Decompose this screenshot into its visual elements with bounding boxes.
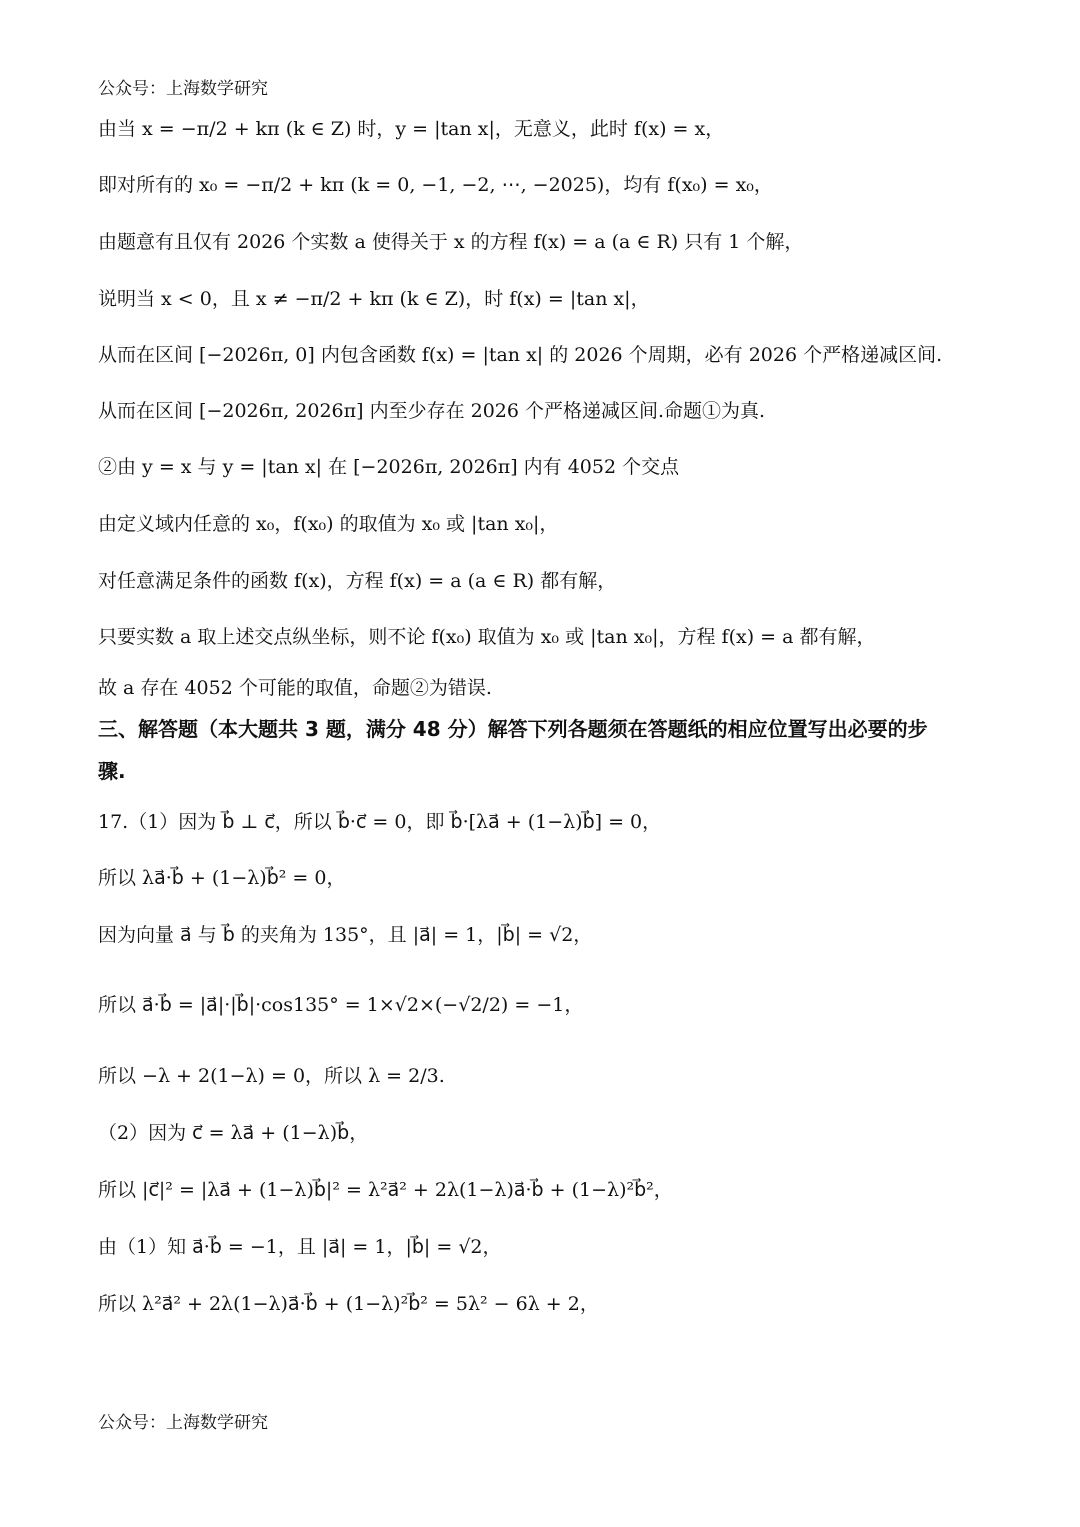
text-line-17: （2）因为 c⃗ = λa⃗ + (1−λ)b⃗， bbox=[98, 1122, 369, 1144]
text-line-3: 由题意有且仅有 2026 个实数 a 使得关于 x 的方程 f(x) = a (a ∈ R) 只有 1 个解， bbox=[98, 231, 804, 253]
text-line-4: 说明当 x < 0，且 x ≠ −π/2 + kπ (k ∈ Z)，时 f(x) = |tan x|， bbox=[98, 288, 650, 310]
text-line-1: 由当 x = −π/2 + kπ (k ∈ Z) 时，y = |tan x|，无意义，此时 f(x) = x， bbox=[98, 118, 725, 140]
section-heading-line-1: 三、解答题（本大题共 3 题，满分 48 分）解答下列各题须在答题纸的相应位置写出必要的步 bbox=[98, 717, 928, 741]
text-line-2: 即对所有的 x₀ = −π/2 + kπ (k = 0, −1, −2, ⋯, −2025)，均有 f(x₀) = x₀， bbox=[98, 174, 773, 196]
text-line-6: 从而在区间 [−2026π, 2026π] 内至少存在 2026 个严格递减区间.命题①为真. bbox=[98, 400, 766, 422]
text-line-20: 所以 λ²a⃗² + 2λ(1−λ)a⃗·b⃗ + (1−λ)²b⃗² = 5λ² − 6λ + 2， bbox=[98, 1293, 599, 1315]
section-heading bbox=[98, 708, 1010, 792]
text-line-13: 所以 λa⃗·b⃗ + (1−λ)b⃗² = 0， bbox=[98, 867, 346, 889]
text-line-7: ②由 y = x 与 y = |tan x| 在 [−2026π, 2026π] 内有 4052 个交点 bbox=[98, 456, 680, 478]
text-line-12: 17.（1）因为 b⃗ ⊥ c⃗，所以 b⃗·c⃗ = 0，即 b⃗·[λa⃗ + (1−λ)b⃗] = 0， bbox=[98, 811, 662, 833]
text-line-16: 所以 −λ + 2(1−λ) = 0，所以 λ = 2/3. bbox=[98, 1065, 445, 1087]
text-line-10: 只要实数 a 取上述交点纵坐标，则不论 f(x₀) 取值为 x₀ 或 |tan x₀|，方程 f(x) = a 都有解， bbox=[98, 626, 876, 648]
header-watermark: 公众号：上海数学研究 bbox=[98, 79, 268, 99]
text-line-15: 所以 a⃗·b⃗ = |a⃗|·|b⃗|·cos135° = 1×√2×(−√2/2) = −1， bbox=[98, 994, 584, 1016]
section-heading-line-2: 骤. bbox=[98, 759, 126, 783]
text-line-14: 因为向量 a⃗ 与 b⃗ 的夹角为 135°，且 |a⃗| = 1，|b⃗| = √2， bbox=[98, 924, 593, 946]
text-line-18: 所以 |c⃗|² = |λa⃗ + (1−λ)b⃗|² = λ²a⃗² + 2λ(1−λ)a⃗·b⃗ + (1−λ)²b⃗²， bbox=[98, 1179, 673, 1201]
text-line-9: 对任意满足条件的函数 f(x)，方程 f(x) = a (a ∈ R) 都有解， bbox=[98, 570, 617, 592]
text-line-8: 由定义域内任意的 x₀，f(x₀) 的取值为 x₀ 或 |tan x₀|， bbox=[98, 513, 559, 535]
text-line-11: 故 a 存在 4052 个可能的取值，命题②为错误. bbox=[98, 677, 492, 699]
text-line-5: 从而在区间 [−2026π, 0] 内包含函数 f(x) = |tan x| 的 2026 个周期，必有 2026 个严格递减区间. bbox=[98, 344, 943, 366]
footer-watermark: 公众号：上海数学研究 bbox=[98, 1413, 268, 1433]
text-line-19: 由（1）知 a⃗·b⃗ = −1，且 |a⃗| = 1，|b⃗| = √2， bbox=[98, 1236, 502, 1258]
